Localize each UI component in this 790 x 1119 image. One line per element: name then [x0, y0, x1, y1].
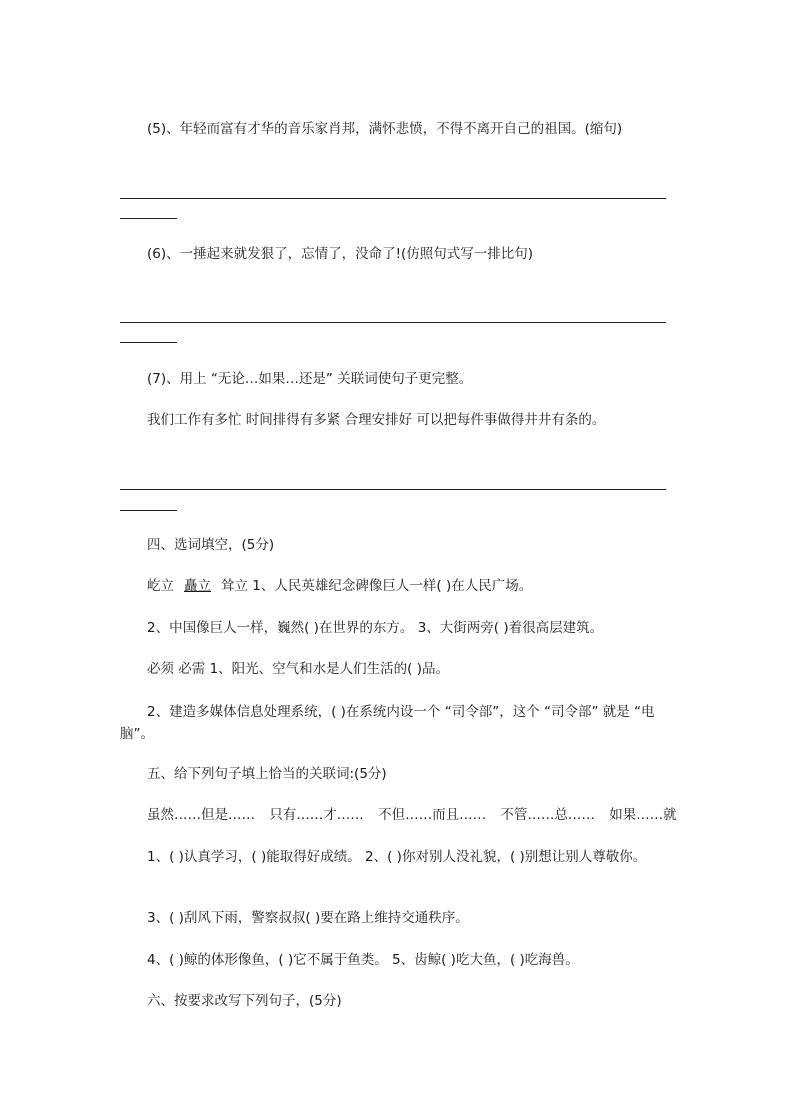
fill-item: 1、人民英雄纪念碑像巨人一样( )在人民广场。 — [252, 578, 533, 594]
section-5-row-1: 1、( )认真学习，( )能取得好成绩。 2、( )你对别人没礼貌，( )别想让别人尊敬你。 — [147, 849, 647, 865]
conjunction-option: 如果……就 — [609, 807, 677, 823]
answer-line-end — [120, 342, 177, 343]
question-7-title: (7)、用上 “无论…如果…还是” 关联词使句子更完整。 — [147, 371, 473, 387]
section-4-row-4: 2、建造多媒体信息处理系统，( )在系统内设一个 “司令部”，这个 “司令部” 就是 “电脑”。 — [120, 704, 655, 742]
word-option: 矗立 — [184, 578, 211, 594]
answer-line-end — [120, 218, 177, 219]
word-option: 屹立 — [147, 578, 174, 594]
answer-line — [120, 489, 666, 490]
answer-line — [120, 322, 666, 323]
section-4-row-1 — [147, 577, 532, 595]
question-6: (6)、一捶起来就发狠了，忘情了，没命了!(仿照句式写一排比句) — [147, 246, 534, 262]
word-options: 必须 必需 — [147, 661, 206, 677]
section-5-row-3: 3、( )刮风下雨，警察叔叔( )要在路上维持交通秩序。 — [147, 910, 469, 926]
section-6-heading: 六、按要求改写下列句子，(5分) — [147, 993, 342, 1009]
section-4-row-2: 2、中国像巨人一样，巍然( )在世界的东方。 3、大街两旁( )着很高层建筑。 — [147, 620, 604, 636]
conjunction-option: 不但……而且…… — [378, 807, 487, 823]
conjunction-option: 只有……才…… — [269, 807, 364, 823]
question-7-sentence: 我们工作有多忙 时间排得有多紧 合理安排好 可以把每件事做得井井有条的。 — [147, 412, 606, 428]
question-5: (5)、年轻而富有才华的音乐家肖邦，满怀悲愤，不得不离开自己的祖国。(缩句) — [147, 121, 623, 137]
word-option: 耸立 — [221, 578, 248, 594]
answer-line — [120, 198, 666, 199]
conjunction-options — [147, 806, 677, 824]
section-5-row-4: 4、( )鲸的体形像鱼，( )它不属于鱼类。 5、齿鲸( )吃大鱼，( )吃海兽。 — [147, 952, 579, 968]
section-4-heading: 四、选词填空，(5分) — [147, 537, 275, 553]
section-5-heading: 五、给下列句子填上恰当的关联词:(5分) — [147, 766, 387, 782]
conjunction-option: 虽然……但是…… — [147, 807, 255, 823]
answer-line-end — [120, 510, 177, 511]
conjunction-option: 不管……总…… — [500, 807, 595, 823]
section-4-row-3 — [147, 660, 449, 678]
fill-item: 1、阳光、空气和水是人们生活的( )品。 — [209, 661, 450, 677]
